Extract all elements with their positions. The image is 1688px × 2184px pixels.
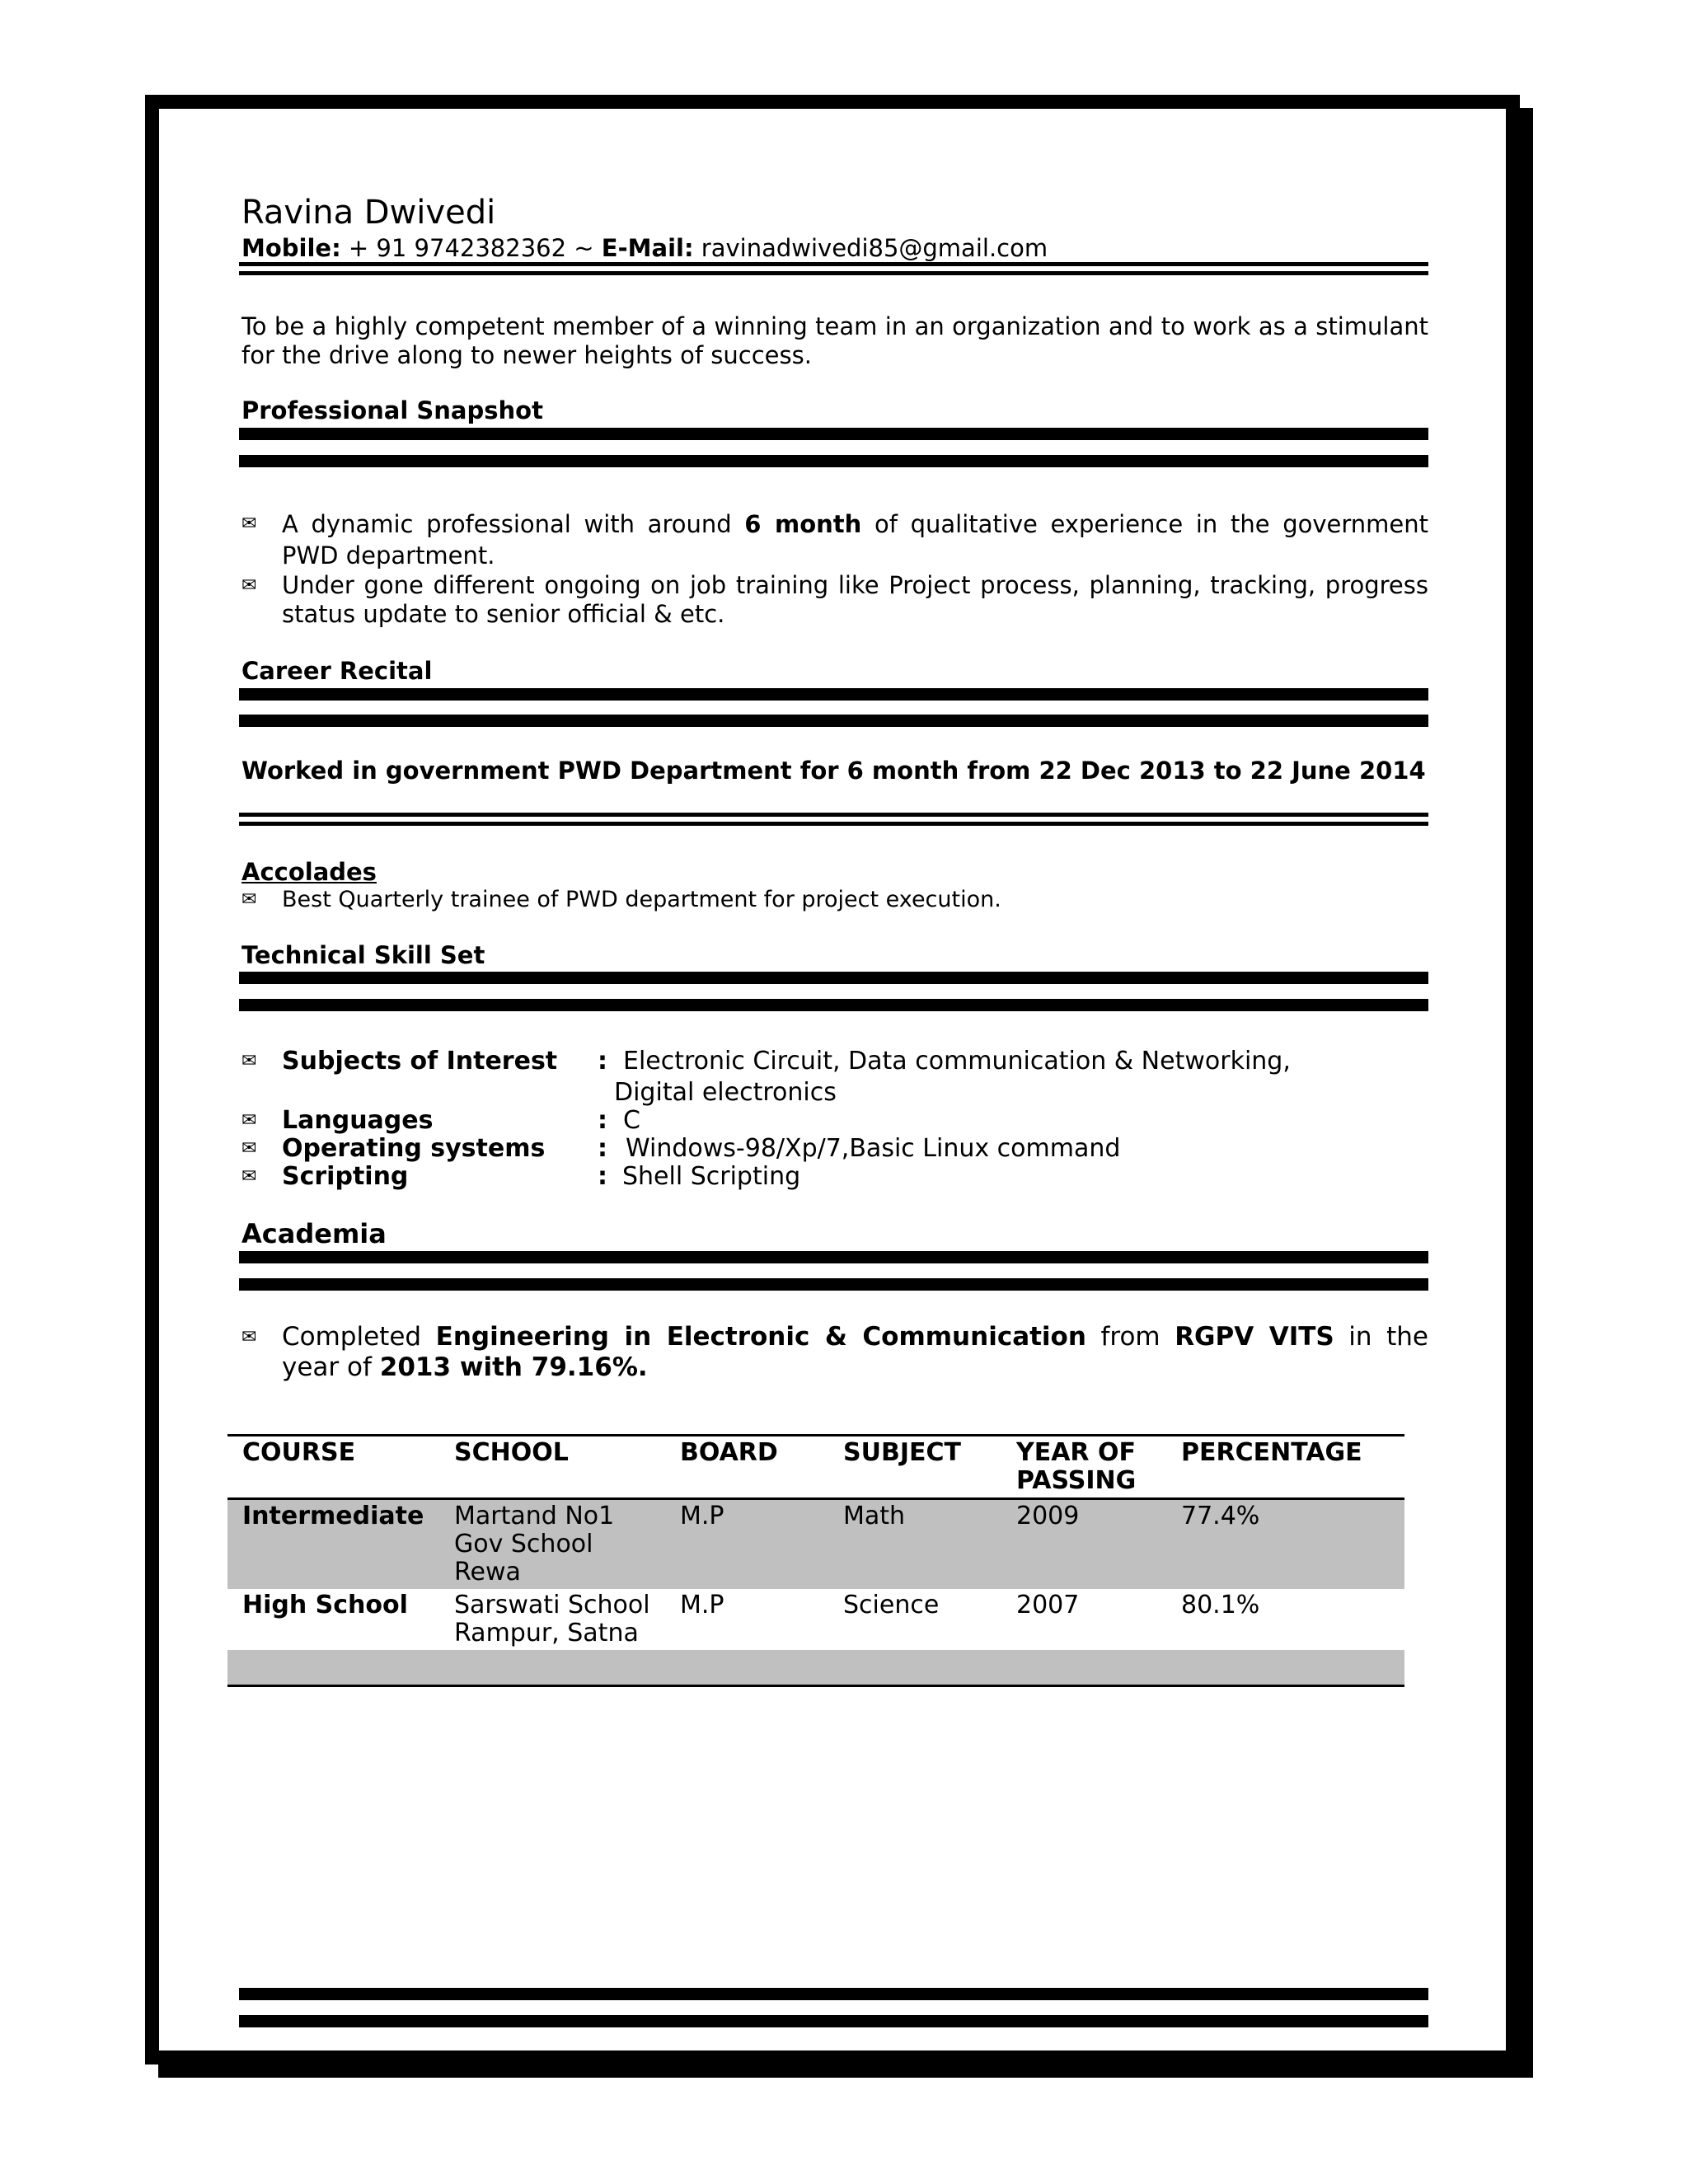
table-cell-percentage: 80.1% (1181, 1591, 1260, 1619)
contact-line (241, 234, 1428, 262)
envelope-icon: ✉ (241, 575, 257, 596)
section-heading-academia: Academia (241, 1218, 387, 1249)
bullet-text-bold: 6 month (744, 510, 862, 538)
bullet-text-part: A dynamic professional with around (282, 510, 745, 538)
column-header: COURSE (242, 1438, 356, 1467)
column-header: SUBJECT (843, 1438, 961, 1467)
table-header-row (227, 1436, 1404, 1499)
column-header: SCHOOL (454, 1438, 569, 1467)
header-rule-1 (239, 262, 1428, 266)
envelope-icon: ✉ (241, 1051, 257, 1071)
skill-value: Electronic Circuit, Data communication & Networking, (623, 1047, 1291, 1076)
section-rule (239, 1278, 1428, 1291)
envelope-icon: ✉ (241, 1138, 257, 1159)
header-rule-2 (239, 271, 1428, 275)
skill-label: Scripting (282, 1162, 409, 1191)
table-cell-subject: Science (843, 1591, 940, 1619)
footer-rule (239, 2015, 1428, 2027)
section-heading-accolades: Accolades (241, 858, 377, 886)
academia-text-part: Completed (282, 1322, 436, 1352)
table-cell-empty (439, 1650, 665, 1686)
skill-value: Digital electronics (614, 1078, 837, 1107)
skill-label: Subjects of Interest (282, 1047, 558, 1076)
skill-value: Windows-98/Xp/7,Basic Linux command (626, 1134, 1121, 1163)
education-table (227, 1434, 1404, 1687)
table-cell-school: Martand No1 Gov School Rewa (439, 1499, 665, 1590)
table-row (227, 1589, 1404, 1650)
envelope-icon: ✉ (241, 1110, 257, 1131)
academia-degree: Engineering in Electronic & Communication (435, 1322, 1086, 1352)
skill-colon: : (598, 1162, 607, 1191)
career-rule-1 (239, 813, 1428, 817)
section-rule (239, 999, 1428, 1011)
table-cell-empty (1166, 1650, 1404, 1686)
envelope-icon: ✉ (241, 1166, 257, 1187)
table-cell-year: 2007 (1016, 1591, 1080, 1619)
skill-colon: : (598, 1047, 607, 1076)
email-value: ravinadwivedi85@gmail.com (693, 234, 1048, 262)
skill-label: Languages (282, 1106, 434, 1135)
section-heading-professional-snapshot: Professional Snapshot (241, 396, 543, 424)
column-header: BOARD (680, 1438, 778, 1467)
table-cell-empty (1001, 1650, 1166, 1686)
mobile-label: Mobile: (241, 234, 341, 262)
objective-text: To be a highly competent member of a winning team in an organization and to work as a stimulant for the drive along to newer heights of success. (241, 312, 1428, 369)
table-cell-empty (227, 1650, 439, 1686)
career-line: Worked in government PWD Department for 6 month from 22 Dec 2013 to 22 June 2014 (241, 757, 1426, 785)
table-cell-year: 2009 (1001, 1499, 1166, 1590)
column-header: YEAR OF PASSING (1016, 1438, 1137, 1495)
table-cell-board: M.P (665, 1499, 828, 1590)
section-rule (239, 688, 1428, 701)
skill-colon: : (598, 1106, 607, 1135)
section-rule (239, 972, 1428, 984)
academia-score: 2013 with 79.16%. (379, 1352, 648, 1382)
skill-value: Shell Scripting (622, 1162, 801, 1191)
accolade-text: Best Quarterly trainee of PWD department for project execution. (282, 887, 1001, 912)
table-cell-course: Intermediate (227, 1499, 439, 1590)
envelope-icon: ✉ (241, 1327, 257, 1347)
academia-text-part: from (1085, 1322, 1175, 1352)
skill-colon: : (598, 1134, 607, 1163)
section-heading-career-recital: Career Recital (241, 657, 433, 685)
section-rule (239, 455, 1428, 467)
email-label: E-Mail: (601, 234, 694, 262)
table-row-empty (227, 1650, 1404, 1686)
table-cell-subject: Math (828, 1499, 1001, 1590)
table-cell-empty (665, 1650, 828, 1686)
section-rule (239, 1251, 1428, 1263)
envelope-icon: ✉ (241, 513, 257, 534)
academia-text-part: in the year of (282, 1322, 1428, 1382)
column-header: PERCENTAGE (1181, 1438, 1362, 1467)
mobile-value: + 91 9742382362 ~ (340, 234, 602, 262)
envelope-icon: ✉ (241, 889, 257, 910)
skill-label: Operating systems (282, 1134, 546, 1163)
table-cell-school: Sarswati School Rampur, Satna (454, 1591, 650, 1647)
candidate-name: Ravina Dwivedi (241, 194, 496, 232)
table-cell-course: High School (242, 1591, 408, 1619)
academia-text (282, 1322, 1428, 1383)
academia-college: RGPV VITS (1175, 1322, 1334, 1352)
table-cell-percentage: 77.4% (1166, 1499, 1404, 1590)
bullet-text-part: of qualitative experience in the government PWD department. (282, 510, 1428, 569)
skill-value: C (623, 1106, 640, 1135)
section-rule (239, 715, 1428, 727)
table-row (227, 1499, 1404, 1590)
bullet-text (282, 509, 1428, 571)
career-rule-2 (239, 822, 1428, 826)
section-heading-technical-skill-set: Technical Skill Set (241, 941, 485, 969)
table-cell-empty (828, 1650, 1001, 1686)
section-rule (239, 428, 1428, 440)
bullet-text: Under gone different ongoing on job training like Project process, planning, tracking, progress status update to senior official & etc. (282, 571, 1428, 628)
footer-rule (239, 1988, 1428, 2000)
table-cell-board: M.P (680, 1591, 724, 1619)
